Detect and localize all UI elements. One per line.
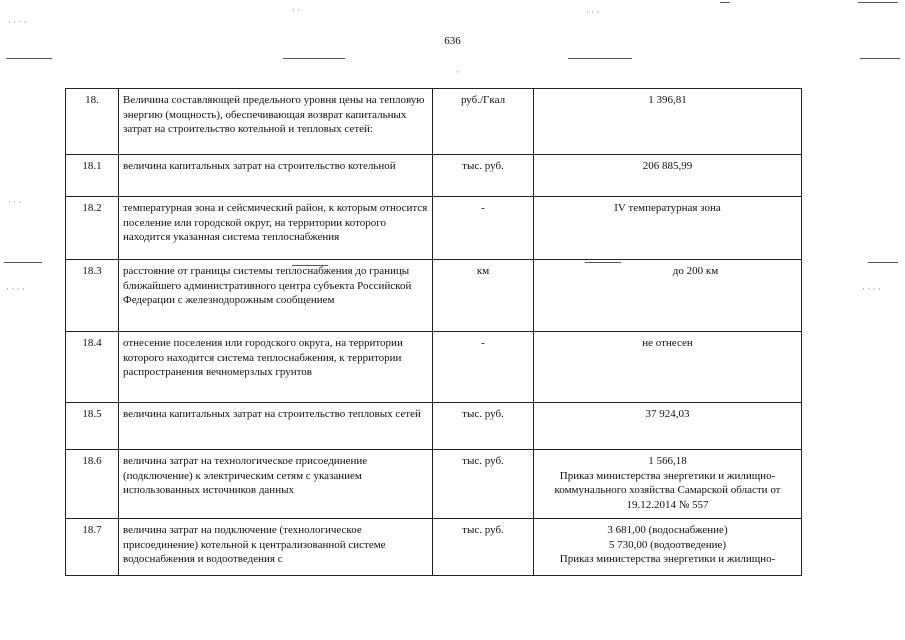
scan-artifact: [720, 2, 730, 3]
scan-artifact: [860, 58, 900, 59]
scan-artifact: [4, 262, 42, 263]
row-number: 18.5: [66, 403, 119, 450]
scan-artifact: · ·: [292, 5, 301, 15]
row-unit: -: [433, 197, 534, 260]
row-number: 18.1: [66, 155, 119, 197]
row-unit: руб./Гкал: [433, 89, 534, 155]
scan-artifact: [858, 2, 898, 3]
table-row: [66, 519, 802, 576]
row-value: [534, 450, 802, 519]
row-value: [534, 332, 802, 403]
row-unit: тыс. руб.: [433, 403, 534, 450]
row-unit: тыс. руб.: [433, 450, 534, 519]
table-row: [66, 155, 802, 197]
value-line: 1 396,81: [648, 94, 687, 106]
row-value: [534, 403, 802, 450]
table-row: [66, 89, 802, 155]
row-value: [534, 155, 802, 197]
scan-artifact: [868, 262, 898, 263]
row-number: 18.4: [66, 332, 119, 403]
row-value: [534, 197, 802, 260]
tariff-table: [65, 88, 802, 576]
row-number: 18.6: [66, 450, 119, 519]
row-value: [534, 519, 802, 576]
value-line: Приказ министерства энергетики и жилищно-: [559, 553, 776, 565]
scan-artifact: [6, 58, 52, 59]
table-row: [66, 403, 802, 450]
value-line: 3 681,00 (водоснабжение): [607, 524, 728, 536]
value-line: до 200 км: [672, 265, 719, 277]
row-description: величина затрат на технологическое присоединение (подключение) к электрическим сетям с указанием использованных источников данных: [119, 450, 433, 519]
scan-artifact: · · · ·: [8, 17, 27, 27]
row-unit: тыс. руб.: [433, 519, 534, 576]
row-number: 18.2: [66, 197, 119, 260]
row-description: величина капитальных затрат на строительство тепловых сетей: [119, 403, 433, 450]
row-description: Величина составляющей предельного уровня цены на тепловую энергию (мощность), обеспечивающая возврат капитальных затрат на строительство котельной и тепловых сетей:: [119, 89, 433, 155]
scan-artifact: · · · ·: [862, 284, 881, 294]
row-unit: тыс. руб.: [433, 155, 534, 197]
scan-artifact: ·: [456, 67, 459, 77]
scan-artifact: · · · ·: [6, 284, 25, 294]
row-description: расстояние от границы системы теплоснабжения до границы ближайшего административного центра субъекта Российской Федерации с железнодорожным сообщением: [119, 260, 433, 332]
row-number: 18.: [66, 89, 119, 155]
value-line: не отнесен: [642, 337, 693, 349]
value-line: 37 924,03: [645, 408, 690, 420]
scan-artifact: [568, 58, 632, 59]
scan-artifact: [283, 58, 345, 59]
value-line: 1 566,18: [648, 455, 687, 467]
value-line: Приказ министерства энергетики и жилищно-коммунального хозяйства Самарской области от 19.12.2014 № 557: [554, 469, 781, 511]
value-line: 5 730,00 (водоотведение): [608, 538, 727, 551]
row-description: величина капитальных затрат на строительство котельной: [119, 155, 433, 197]
table-row: [66, 332, 802, 403]
table-row: [66, 260, 802, 332]
scan-artifact: · · ·: [8, 197, 22, 207]
row-number: 18.7: [66, 519, 119, 576]
row-description: величина затрат на подключение (технологическое присоединение) котельной к централизованной системе водоснабжения и водоотведения с: [119, 519, 433, 576]
row-unit: км: [433, 260, 534, 332]
value-line: 206 885,99: [642, 160, 693, 172]
scan-artifact: · · ·: [586, 7, 600, 17]
row-description: отнесение поселения или городского округа, на территории которого находится система теплоснабжения, к территории распространения вечномерзлых грунтов: [119, 332, 433, 403]
page-number: 636: [444, 35, 461, 47]
row-unit: -: [433, 332, 534, 403]
row-number: 18.3: [66, 260, 119, 332]
row-value: [534, 89, 802, 155]
table-row: [66, 450, 802, 519]
row-description: температурная зона и сейсмический район, к которым относится поселение или городской округ, на территории которого находится указанная система теплоснабжения: [119, 197, 433, 260]
value-line: IV температурная зона: [614, 202, 721, 214]
table-row: [66, 197, 802, 260]
row-value: [534, 260, 802, 332]
